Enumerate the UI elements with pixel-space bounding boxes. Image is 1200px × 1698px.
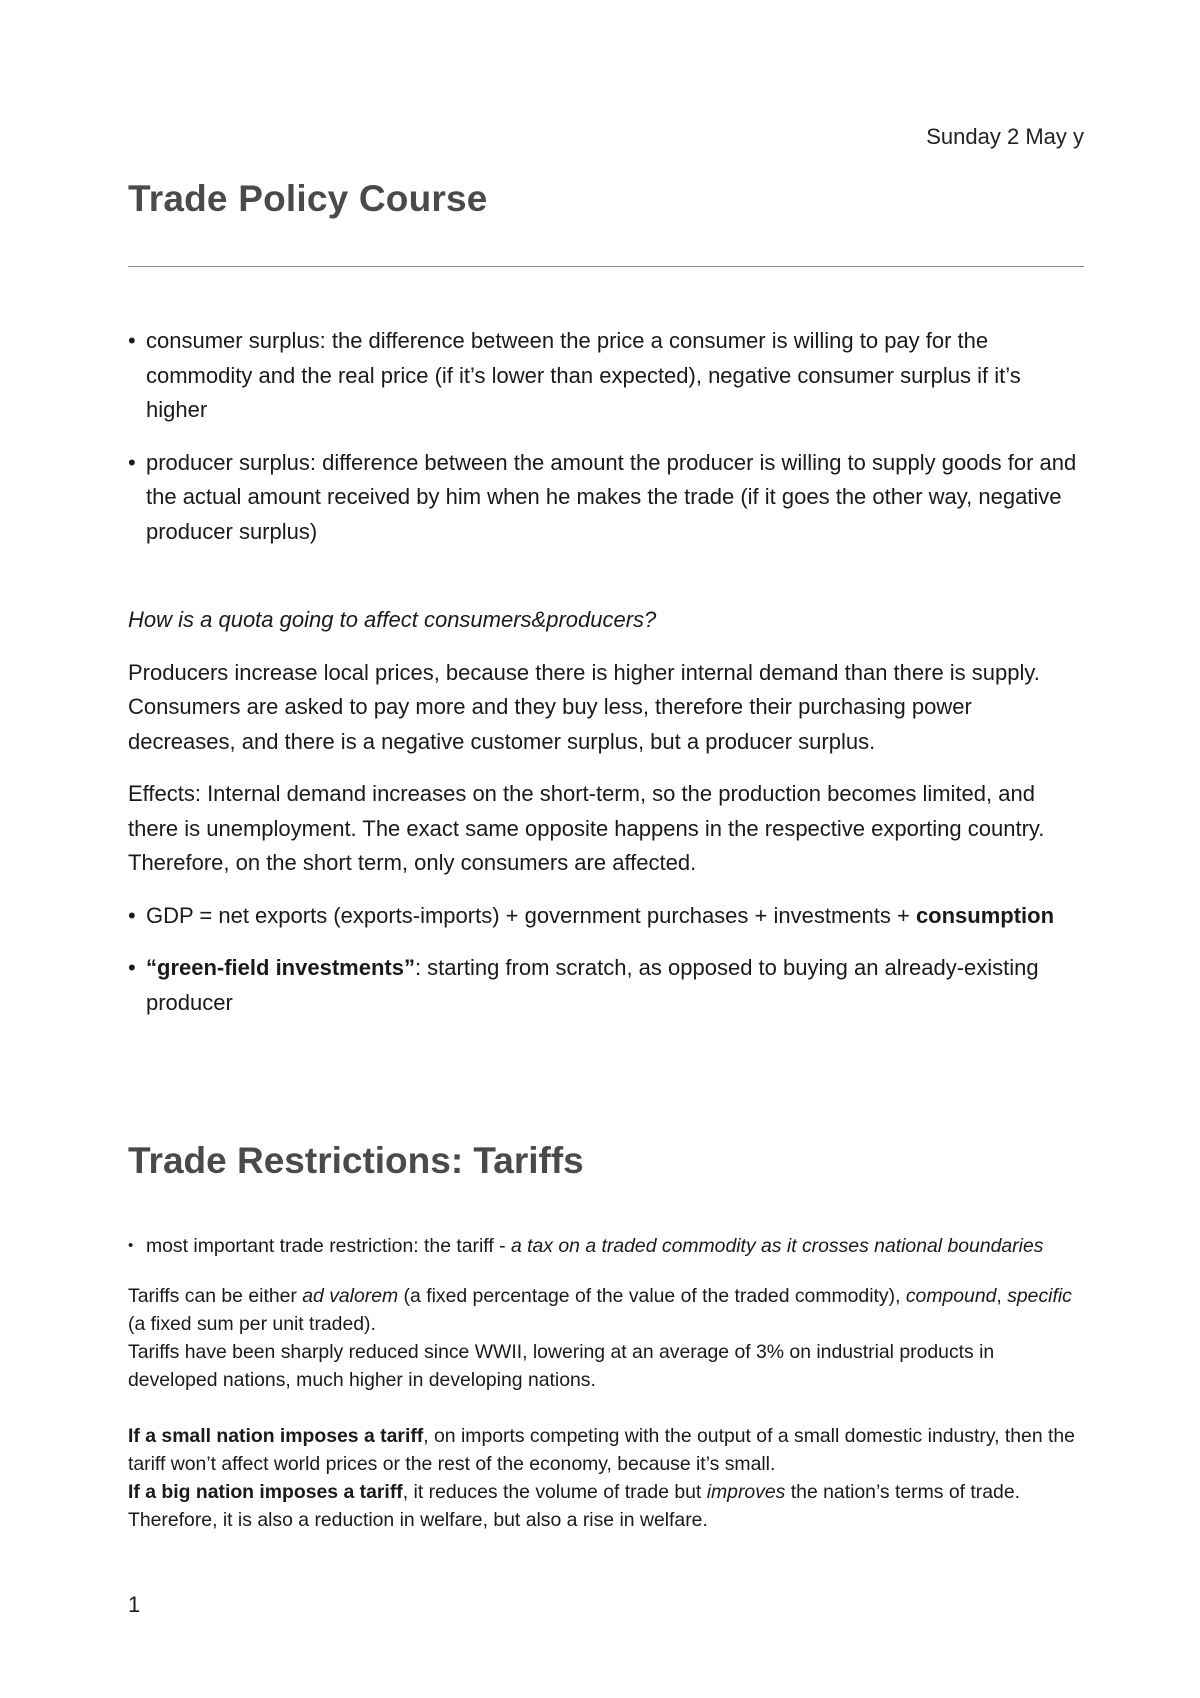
tariff-definition: a tax on a traded commodity as it crosses national boundaries xyxy=(510,1235,1044,1257)
gdp-text: GDP = net exports (exports-imports) + government purchases + investments + xyxy=(146,902,916,928)
list-item-consumer-surplus: • consumer surplus: the difference between the price a consumer is willing to pay for the commodity and the real price (if it’s lower than expected), negative consumer surplus if it’s higher xyxy=(128,324,1084,428)
green-field-term: “green-field investments” xyxy=(146,955,415,980)
term-compound: compound xyxy=(905,1285,997,1307)
tariff-types-text-a: Tariffs can be either xyxy=(128,1285,303,1307)
section-1-body xyxy=(128,324,1084,1038)
section-heading-tariffs: Trade Restrictions: Tariffs xyxy=(128,1140,584,1181)
big-nation-text-b: the nation’s terms of trade. Therefore, it is also a reduction in welfare, but also a rise in welfare. xyxy=(128,1481,1021,1531)
tariff-types-text-c: , xyxy=(996,1285,1008,1307)
tariff-types-text-d: (a fixed sum per unit traded). xyxy=(128,1313,376,1335)
paragraph-big-nation xyxy=(128,1478,1084,1534)
list-item-producer-surplus: • producer surplus: difference between the amount the producer is willing to supply goods for and the actual amount received by him when he makes the trade (if it goes the other way, negative producer surplus) xyxy=(128,446,1084,550)
big-nation-term: If a big nation imposes a tariff xyxy=(128,1481,403,1503)
quota-question: How is a quota going to affect consumers&producers? xyxy=(128,607,657,632)
tariff-bullet-text: most important trade restriction: the tariff - xyxy=(146,1235,511,1257)
title-divider xyxy=(128,266,1084,267)
tariff-types-text-b: (a fixed percentage of the value of the traded commodity), xyxy=(398,1285,906,1307)
paragraph-tariff-types xyxy=(128,1282,1084,1338)
term-ad-valorem: ad valorem xyxy=(302,1285,399,1307)
term-improves: improves xyxy=(706,1481,786,1503)
big-nation-text-a: , it reduces the volume of trade but xyxy=(402,1481,707,1503)
concept-list xyxy=(128,899,1084,1021)
document-page xyxy=(128,0,1084,1698)
paragraph-tariff-history: Tariffs have been sharply reduced since WWII, lowering at an average of 3% on industrial products in developed nations, much higher in developing nations. xyxy=(128,1341,995,1391)
small-nation-term: If a small nation imposes a tariff xyxy=(128,1425,424,1447)
page-number: 1 xyxy=(128,1592,141,1617)
paragraph-effects: Effects: Internal demand increases on the short-term, so the production becomes limited, and there is unemployment. The exact same opposite happens in the respective exporting country. Therefore, on the short term, only consumers are affected. xyxy=(128,781,1045,875)
paragraph-producers: Producers increase local prices, because there is higher internal demand than there is supply. Consumers are asked to pay more and they buy less, therefore their purchasing power decreases, and there is a negative customer surplus, but a producer surplus. xyxy=(128,659,1040,754)
definition-list xyxy=(128,324,1084,549)
tariff-list xyxy=(128,1232,1084,1260)
small-nation-text: , on imports competing with the output of a small domestic industry, then the tariff won’t affect world prices or the rest of the economy, because it’s small. xyxy=(128,1425,1075,1475)
section-2-body xyxy=(128,1232,1084,1534)
paragraph-small-nation xyxy=(128,1422,1084,1478)
list-item-green-field xyxy=(128,951,1084,1020)
green-field-text: : starting from scratch, as opposed to buying an already-existing producer xyxy=(146,955,1039,1015)
list-item-tariff xyxy=(128,1232,1084,1260)
page-title: Trade Policy Course xyxy=(128,178,488,219)
term-specific: specific xyxy=(1007,1285,1072,1307)
gdp-bold-term: consumption xyxy=(915,902,1055,928)
header-date: Sunday 2 May y xyxy=(926,124,1084,149)
list-item-gdp xyxy=(128,899,1084,934)
